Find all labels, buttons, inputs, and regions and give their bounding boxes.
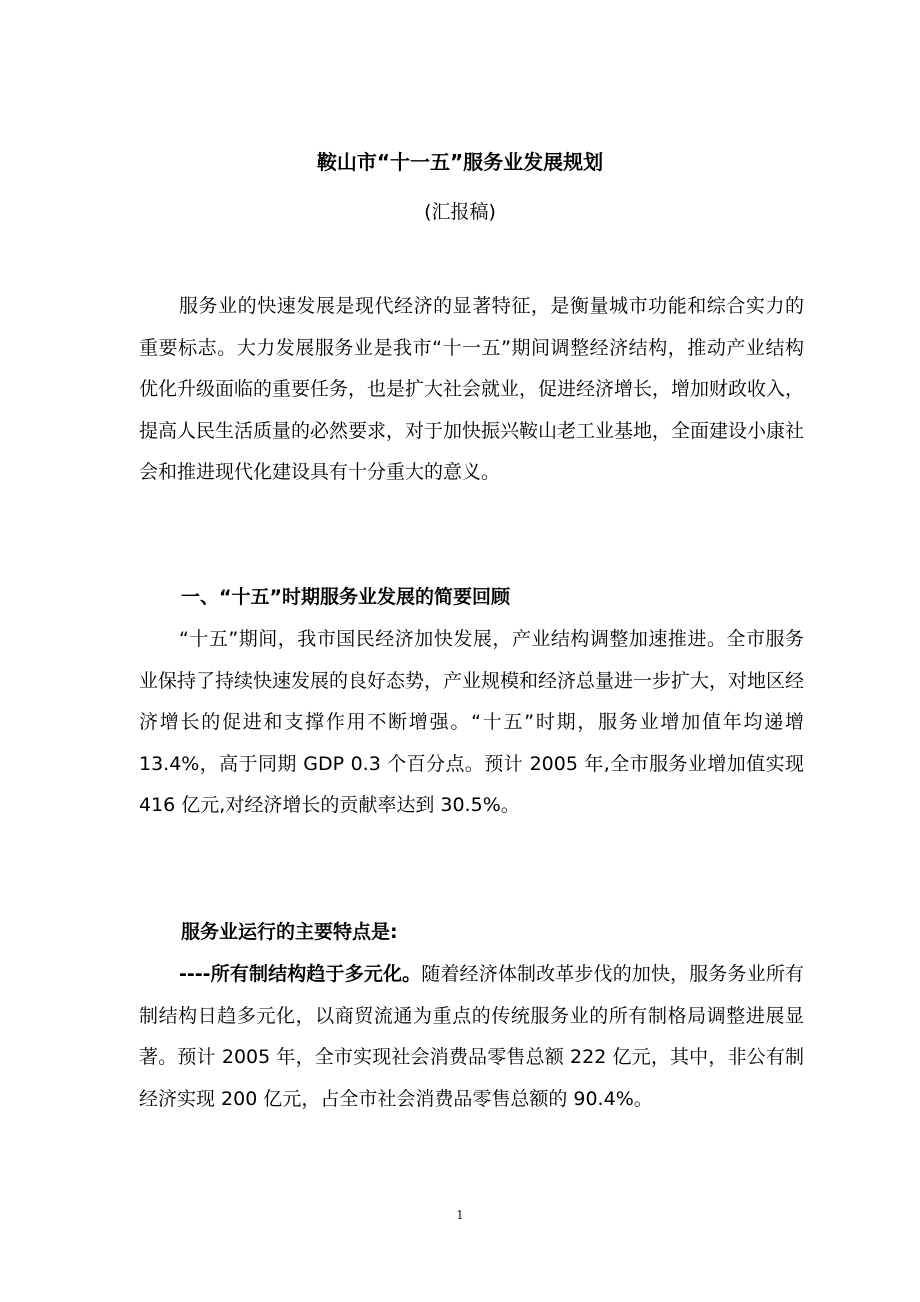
- page-number: 1: [456, 1208, 464, 1222]
- section1-heading: 一、“十五”时期服务业发展的简要回顾: [181, 586, 510, 608]
- document-title: 鞍山市“十一五”服务业发展规划: [316, 150, 604, 174]
- features-heading: 服务业运行的主要特点是:: [181, 921, 398, 943]
- feature1-paragraph: [139, 954, 804, 1120]
- feature1-lead: ----所有制结构趋于多元化。: [179, 963, 422, 985]
- document-subtitle: (汇报稿): [424, 201, 496, 223]
- feature1-text: 随着经济体制改革步伐的加快，服务务业所有制结构日趋多元化，以商贸流通为重点的传统服务业的所有制格局调整进展显著。预计 2005 年，全市实现社会消费品零售总额 222 亿元，其中，非公有制经济实现 200 亿元，占全市社会消费品零售总额的 90.4%。: [139, 963, 804, 1110]
- intro-paragraph: 服务业的快速发展是现代经济的显著特征，是衡量城市功能和综合实力的重要标志。大力发展服务业是我市“十一五”期间调整经济结构，推动产业结构优化升级面临的重要任务，也是扩大社会就业，促进经济增长，增加财政收入， 提高人民生活质量的必然要求，对于加快振兴鞍山老工业基地，全面建设小康社会和推进现代化建设具有十分重大的意义。: [139, 295, 805, 483]
- section1-paragraph: “十五”期间，我市国民经济加快发展，产业结构调整加速推进。全市服务业保持了持续快速发展的良好态势，产业规模和经济总量进一步扩大，对地区经济增长的促进和支撑作用不断增强。“十五”时期，服务业增加值年均递增 13.4%，高于同期 GDP 0.3 个百分点。预计 2005 年,全市服务业增加值实现 416 亿元,对经济增长的贡献率达到 30.5%。: [139, 628, 805, 816]
